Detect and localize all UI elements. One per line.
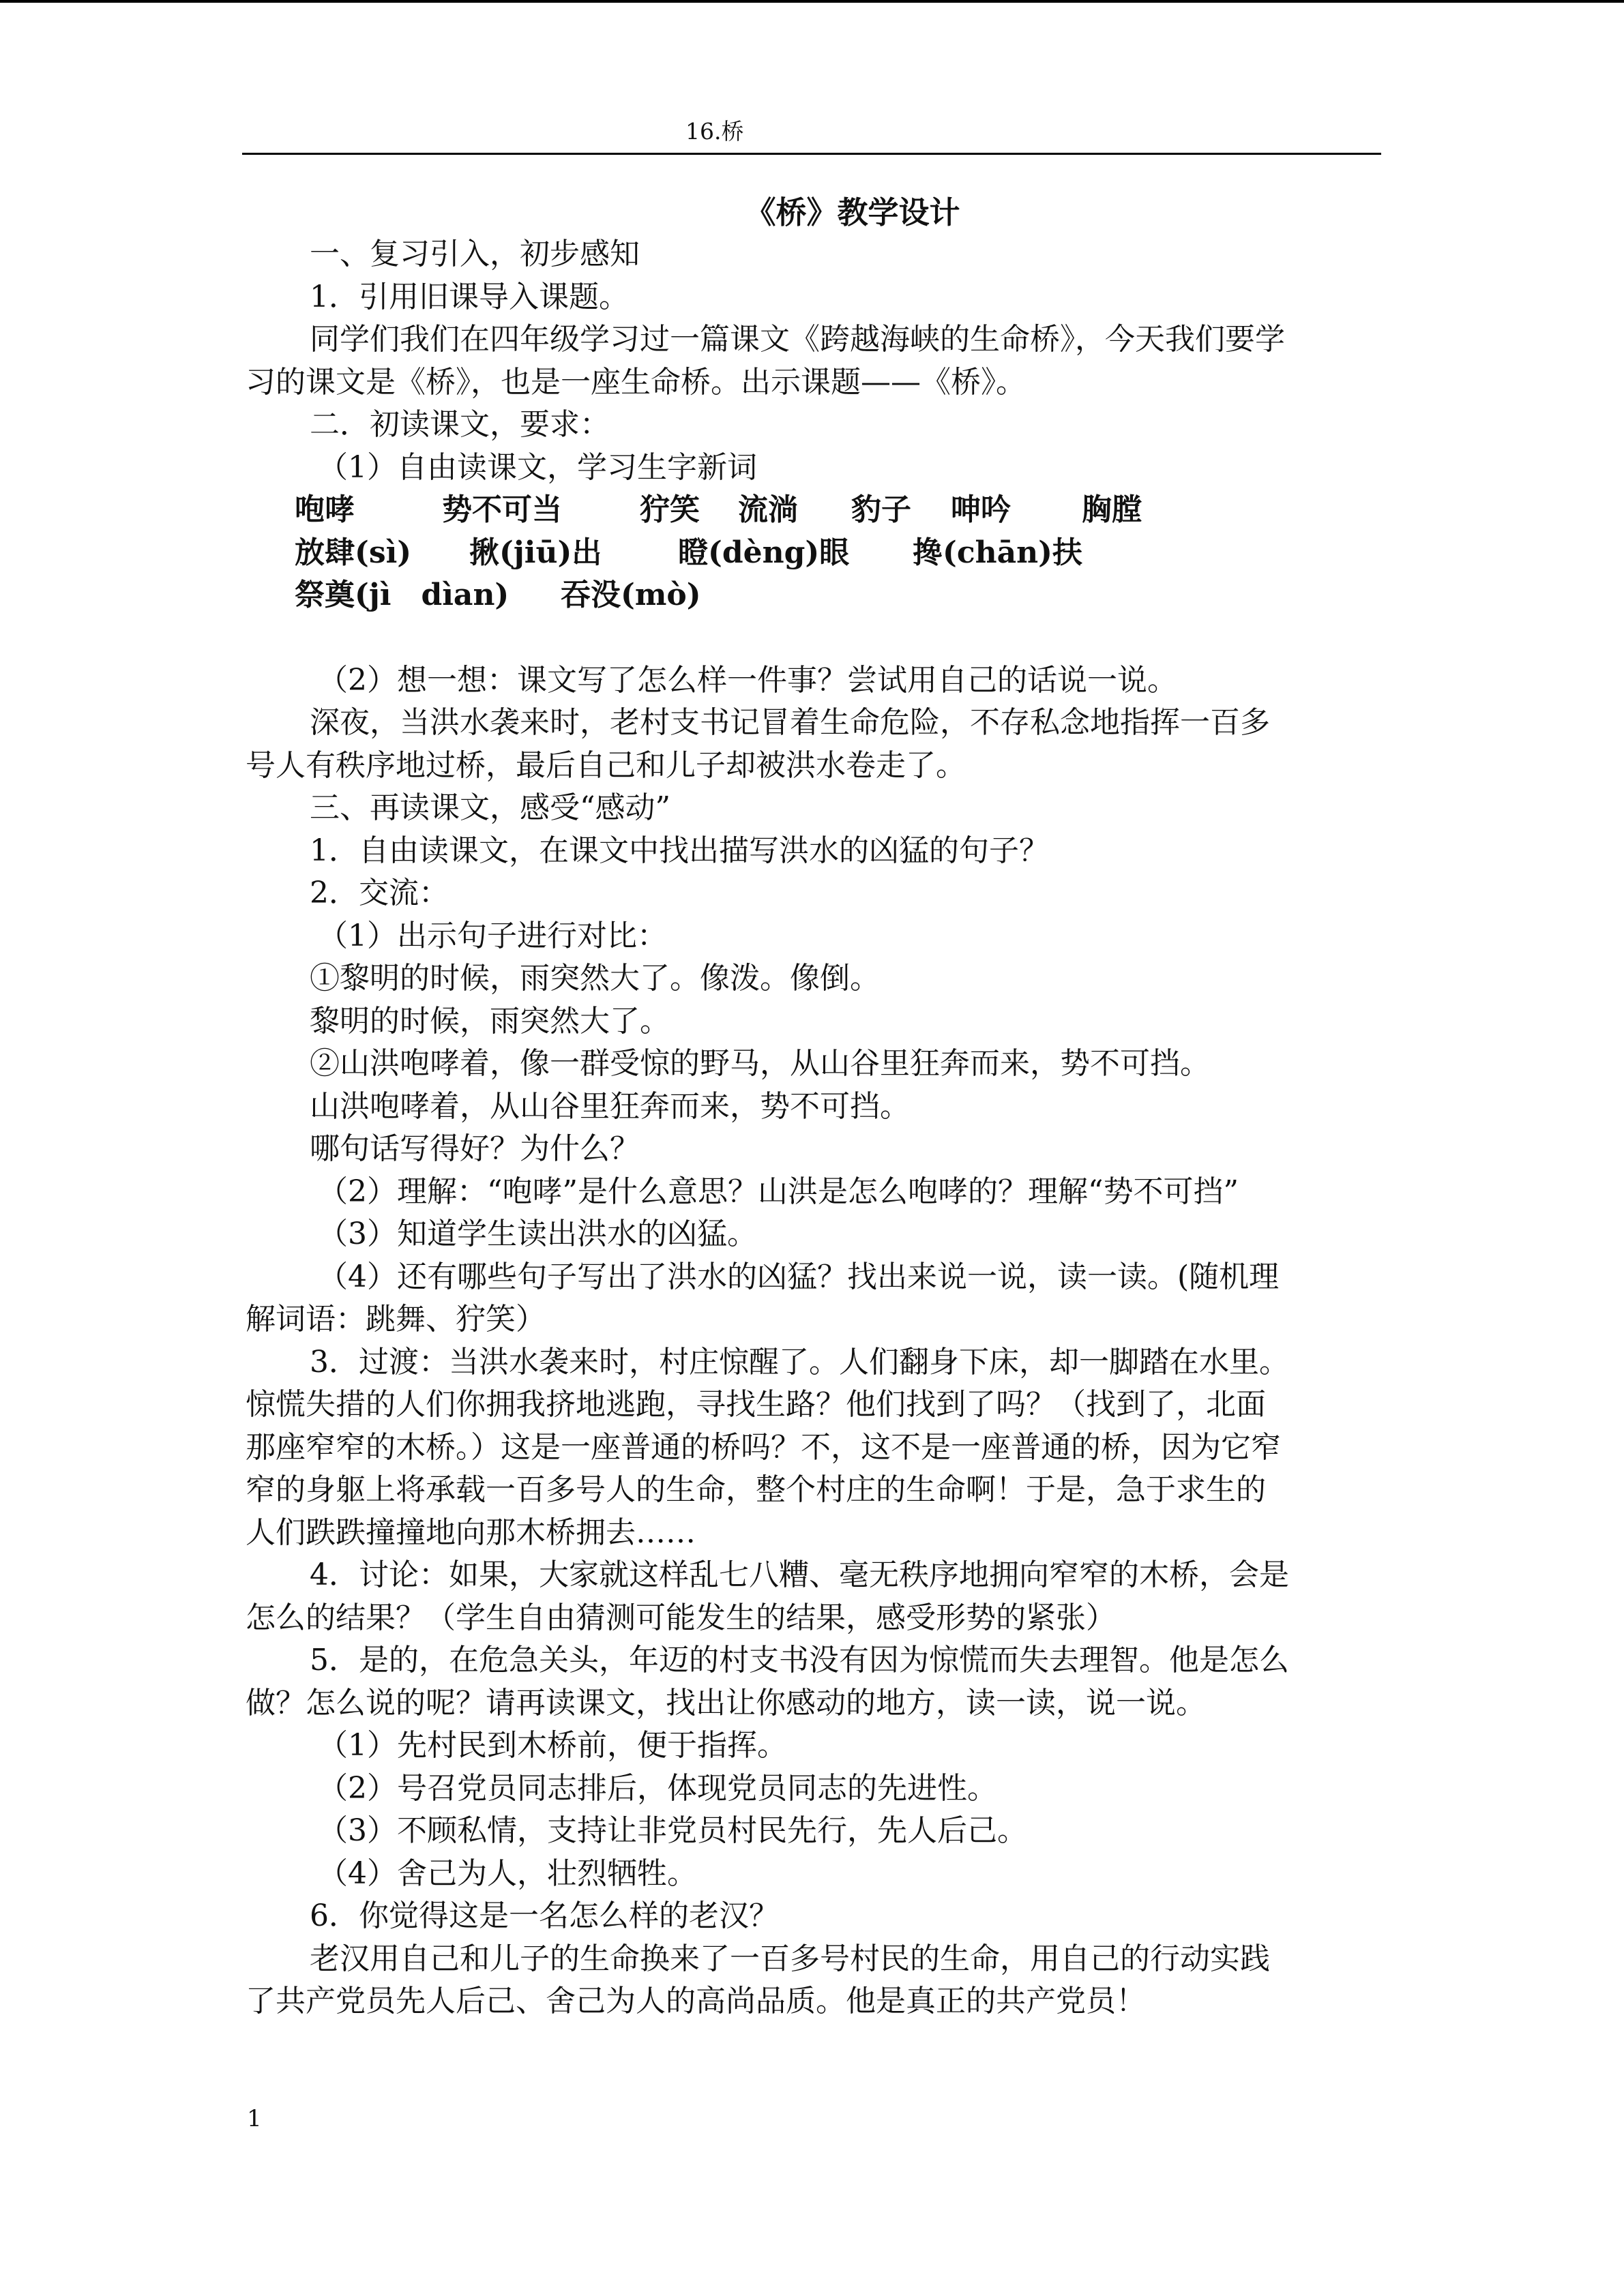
paragraph: 深夜，当洪水袭来时，老村支书记冒着生命危险，不存私念地指挥一百多: [310, 705, 1270, 740]
paragraph: 2．交流：: [310, 876, 449, 910]
vocab-word: 搀(chān)扶: [913, 535, 1082, 570]
section-heading-3: 三、再读课文，感受“感动”: [310, 790, 670, 825]
paragraph: （2）想一想：课文写了怎么样一件事？尝试用自己的话说一说。: [318, 662, 1177, 698]
page-top-border: [0, 0, 1624, 3]
vocab-word: 胸膛: [1082, 492, 1142, 527]
vocab-row-1: [246, 489, 1378, 532]
running-header: [242, 115, 1381, 155]
paragraph: 号人有秩序地过桥，最后自己和儿子却被洪水卷走了。: [246, 747, 966, 783]
spacer: [246, 617, 1378, 659]
vocab-row-2: [246, 532, 1378, 575]
vocab-word: 瞪(dèng)眼: [678, 535, 850, 570]
paragraph: （1）出示句子进行对比：: [318, 918, 667, 953]
paragraph: 了共产党员先人后己、舍己为人的高尚品质。他是真正的共产党员！: [246, 1984, 1146, 2018]
vocab-row-3: [246, 574, 1378, 617]
section-heading-1: 一、复习引入，初步感知: [310, 237, 640, 271]
paragraph: 习的课文是《桥》，也是一座生命桥。出示课题——《桥》。: [246, 364, 1026, 400]
paragraph: 4．讨论：如果，大家就这样乱七八糟、毫无秩序地拥向窄窄的木桥，会是: [310, 1557, 1289, 1592]
paragraph: 6．你觉得这是一名怎么样的老汉？: [310, 1898, 779, 1933]
vocab-word: 吞没(mò): [561, 578, 701, 612]
vocab-word: 势不可当: [442, 492, 562, 527]
paragraph: 窄的身躯上将承载一百多号人的生命，整个村庄的生命啊！于是，急于求生的: [246, 1472, 1266, 1507]
paragraph: （3）知道学生读出洪水的凶猛。: [318, 1217, 757, 1251]
paragraph: 同学们我们在四年级学习过一篇课文《跨越海峡的生命桥》，今天我们要学: [310, 322, 1285, 357]
paragraph: （1）先村民到木桥前，便于指挥。: [318, 1728, 787, 1763]
document-body: [246, 192, 1378, 2023]
paragraph: 5．是的，在危急关头，年迈的村支书没有因为惊慌而失去理智。他是怎么: [310, 1643, 1289, 1678]
paragraph: 惊慌失措的人们你拥我挤地逃跑，寻找生路？他们找到了吗？（找到了，北面: [246, 1387, 1266, 1422]
paragraph: （4）舍己为人，壮烈牺牲。: [318, 1855, 697, 1891]
paragraph: （4）还有哪些句子写出了洪水的凶猛？找出来说一说，读一读。(随机理: [318, 1259, 1280, 1294]
paragraph: 哪句话写得好？为什么？: [310, 1131, 640, 1166]
paragraph: （2）理解：“咆哮”是什么意思？山洪是怎么咆哮的？理解“势不可挡”: [318, 1174, 1239, 1209]
vocab-word: 呻吟: [951, 492, 1011, 527]
paragraph: ②山洪咆哮着，像一群受惊的野马，从山谷里狂奔而来，势不可挡。: [310, 1046, 1210, 1081]
paragraph: 1．引用旧课导入课题。: [310, 279, 629, 314]
document-title: 《桥》教学设计: [745, 194, 960, 230]
paragraph: （3）不顾私情，支持让非党员村民先行，先人后己。: [318, 1813, 1027, 1848]
paragraph: 做？怎么说的呢？请再读课文，找出让你感动的地方，读一读，说一说。: [246, 1685, 1206, 1720]
vocab-word: 揪(jiū)出: [469, 535, 602, 570]
paragraph: 解词语：跳舞、狞笑）: [246, 1302, 546, 1337]
paragraph: ①黎明的时候，雨突然大了。像泼。像倒。: [310, 961, 880, 996]
vocab-word: 咆哮: [295, 492, 355, 527]
paragraph: （2）号召党员同志排后，体现党员同志的先进性。: [318, 1770, 997, 1806]
vocab-word: 祭奠(jì dìan): [295, 578, 510, 612]
page-number: 1: [247, 2105, 262, 2132]
paragraph: 山洪咆哮着，从山谷里狂奔而来，势不可挡。: [310, 1088, 910, 1124]
paragraph: （1）自由读课文，学习生字新词: [318, 449, 757, 485]
paragraph: 那座窄窄的木桥。）这是一座普通的桥吗？不，这不是一座普通的桥，因为它窄: [246, 1429, 1281, 1465]
paragraph: 黎明的时候，雨突然大了。: [310, 1003, 670, 1039]
paragraph: 老汉用自己和儿子的生命换来了一百多号村民的生命，用自己的行动实践: [310, 1941, 1270, 1976]
paragraph: 1．自由读课文，在课文中找出描写洪水的凶猛的句子？: [310, 833, 1049, 868]
paragraph: 人们跌跌撞撞地向那木桥拥去……: [246, 1515, 696, 1550]
paragraph: 怎么的结果？（学生自由猜测可能发生的结果，感受形势的紧张）: [246, 1600, 1116, 1635]
vocab-word: 狞笑: [640, 492, 700, 527]
running-title: 16.桥: [685, 118, 744, 145]
section-heading-2: 二．初读课文，要求：: [310, 407, 610, 442]
paragraph: 3．过渡：当洪水袭来时，村庄惊醒了。人们翻身下床，却一脚踏在水里。: [310, 1344, 1289, 1380]
vocab-word: 豹子: [851, 492, 911, 527]
vocab-word: 放肆(sì): [295, 535, 412, 570]
vocab-word: 流淌: [738, 492, 798, 527]
